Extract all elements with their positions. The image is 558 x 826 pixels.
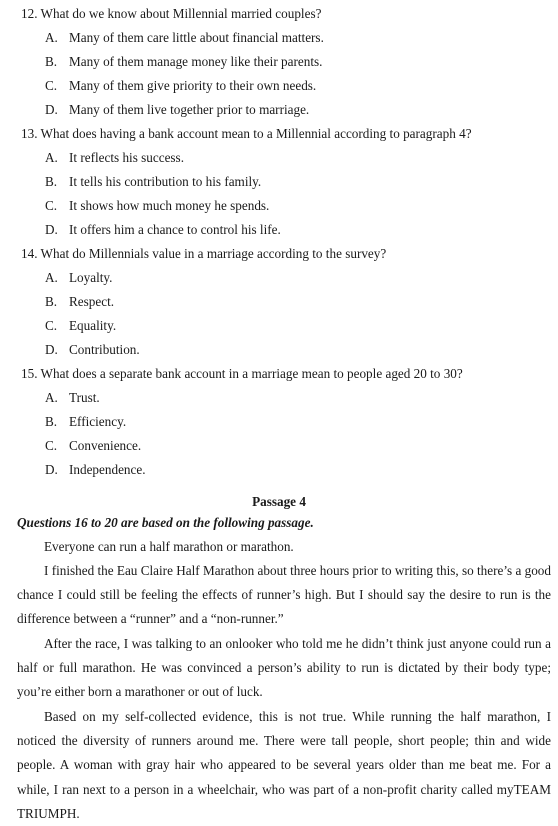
option-letter: D. (45, 342, 58, 357)
passage-paragraph-3: After the race, I was talking to an onlooker who told me he didn’t think just anyone could run a half or full marathon. He was convinced a person’s ability to run is dictated by their body type; you’re either born a marathoner or out of luck. (17, 636, 551, 700)
option-letter: A. (45, 30, 58, 45)
passage-paragraph-1: Everyone can run a half marathon or marathon. (44, 539, 294, 554)
option-text: Loyalty. (69, 270, 113, 285)
question-number: 12. (21, 6, 38, 21)
option-14-b (45, 294, 114, 310)
option-letter: B. (45, 414, 58, 429)
option-letter: B. (45, 174, 58, 189)
option-text: Independence. (69, 462, 146, 477)
option-text: Many of them live together prior to marriage. (69, 102, 310, 117)
option-text: Many of them care little about financial matters. (69, 30, 324, 45)
option-letter: C. (45, 438, 58, 453)
option-15-c (45, 438, 141, 454)
option-12-d (45, 102, 309, 118)
passage-intro: Questions 16 to 20 are based on the following passage. (17, 515, 314, 530)
passage-paragraph-4: Based on my self-collected evidence, this is not true. While running the half marathon, I noticed the diversity of runners around me. There were tall people, short people; thin and wide people. A woman with gray hair who appeared to be several years older than me beat me. For a while, I ran next to a person in a wheelchair, who was part of a non-profit charity called myTEAM TRIUMPH. (17, 709, 551, 821)
question-15 (21, 366, 463, 382)
question-text: What does a separate bank account in a marriage mean to people aged 20 to 30? (40, 366, 463, 381)
option-letter: B. (45, 54, 58, 69)
option-14-c (45, 318, 116, 334)
question-text: What does having a bank account mean to a Millennial according to paragraph 4? (40, 126, 472, 141)
option-text: Many of them manage money like their parents. (69, 54, 323, 69)
option-12-c (45, 78, 316, 94)
option-text: Equality. (69, 318, 117, 333)
option-letter: B. (45, 294, 58, 309)
option-text: It tells his contribution to his family. (69, 174, 262, 189)
question-number: 13. (21, 126, 38, 141)
option-text: Convenience. (69, 438, 142, 453)
question-number: 15. (21, 366, 38, 381)
option-text: Efficiency. (69, 414, 127, 429)
option-12-a (45, 30, 324, 46)
option-13-a (45, 150, 184, 166)
question-12 (21, 6, 321, 22)
option-14-a (45, 270, 112, 286)
option-letter: A. (45, 270, 58, 285)
option-15-a (45, 390, 100, 406)
option-13-d (45, 222, 281, 238)
question-number: 14. (21, 246, 38, 261)
option-letter: D. (45, 222, 58, 237)
question-text: What do Millennials value in a marriage according to the survey? (40, 246, 387, 261)
option-13-c (45, 198, 269, 214)
question-13 (21, 126, 472, 142)
option-text: It shows how much money he spends. (69, 198, 270, 213)
passage-paragraph-2: I finished the Eau Claire Half Marathon about three hours prior to writing this, so there’s a good chance I could still be feeling the effects of runner’s high. But I should say the desire to run is the difference between a “runner” and a “non-runner.” (17, 563, 551, 627)
option-letter: C. (45, 78, 58, 93)
question-14 (21, 246, 386, 262)
option-letter: A. (45, 150, 58, 165)
option-text: Contribution. (69, 342, 140, 357)
option-letter: A. (45, 390, 58, 405)
option-letter: D. (45, 102, 58, 117)
option-text: It reflects his success. (69, 150, 184, 165)
option-13-b (45, 174, 261, 190)
option-letter: D. (45, 462, 58, 477)
option-letter: C. (45, 318, 58, 333)
question-text: What do we know about Millennial married couples? (40, 6, 322, 21)
option-text: Many of them give priority to their own needs. (69, 78, 317, 93)
option-15-b (45, 414, 126, 430)
option-15-d (45, 462, 146, 478)
option-text: It offers him a chance to control his life. (69, 222, 281, 237)
option-12-b (45, 54, 322, 70)
option-letter: C. (45, 198, 58, 213)
option-text: Trust. (69, 390, 100, 405)
option-text: Respect. (69, 294, 115, 309)
passage-title: Passage 4 (252, 494, 306, 509)
option-14-d (45, 342, 140, 358)
